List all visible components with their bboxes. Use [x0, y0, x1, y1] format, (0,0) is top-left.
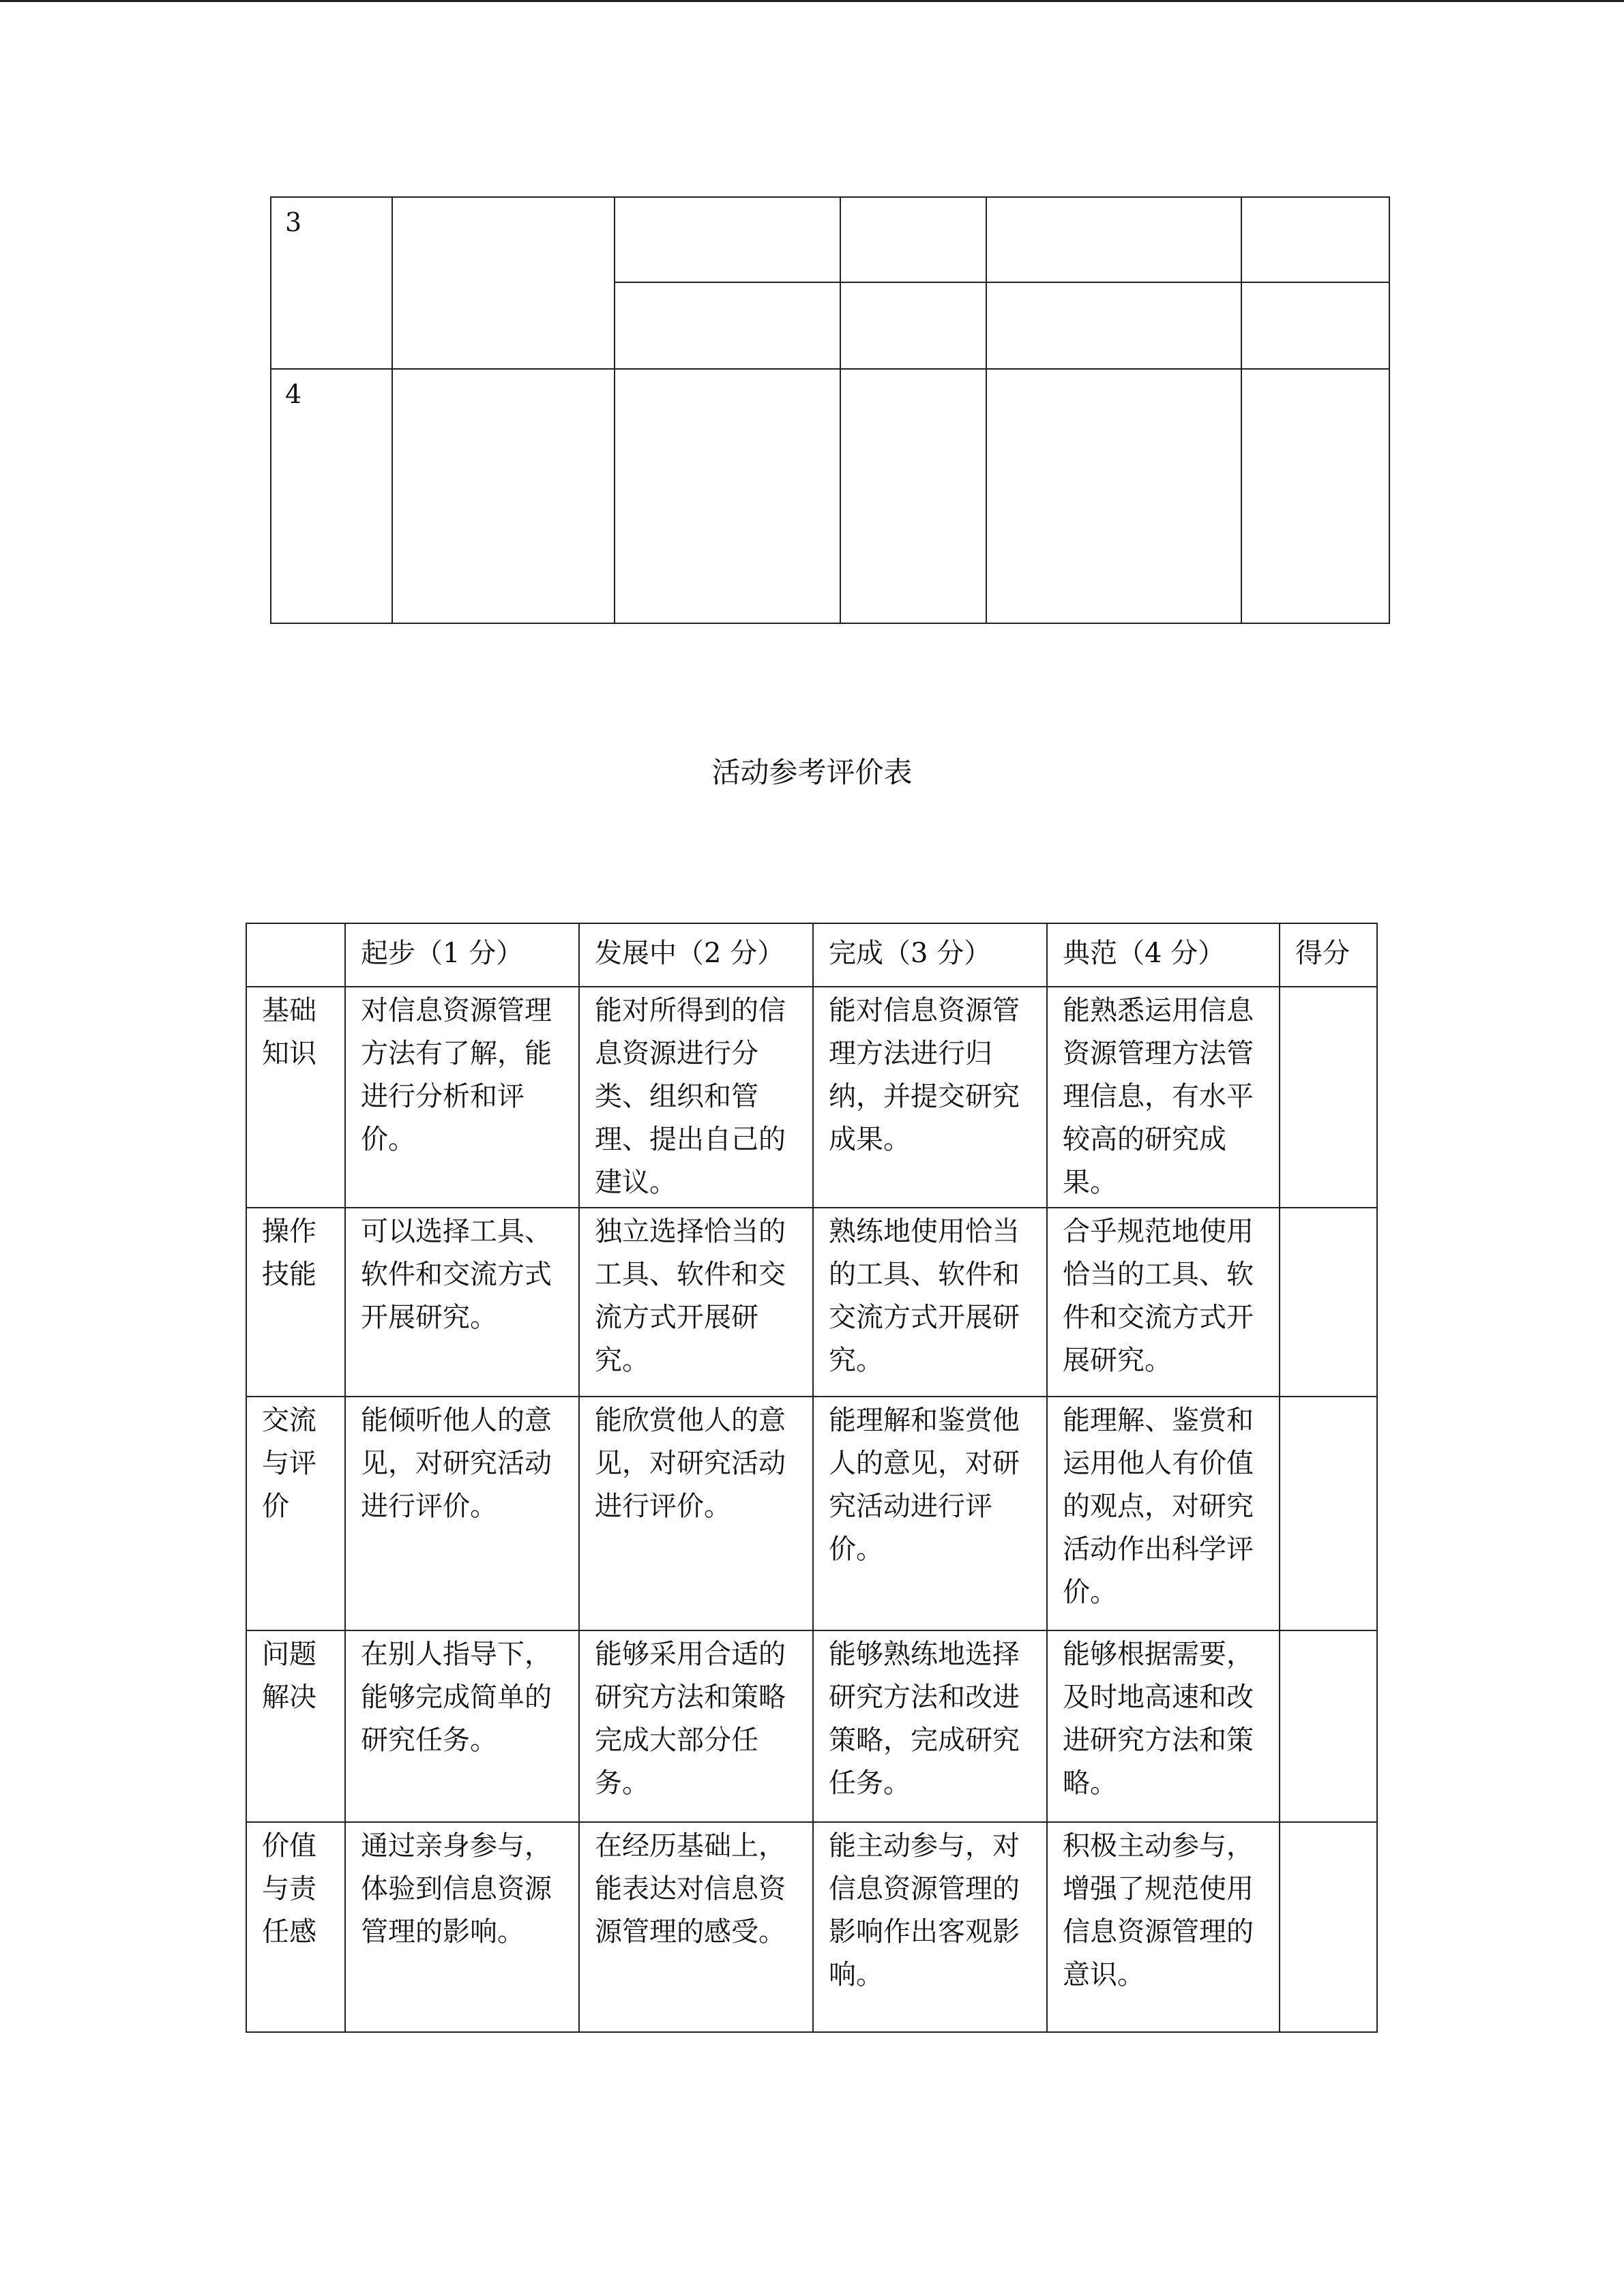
row-number: 4: [285, 379, 302, 409]
level1-cell: 对信息资源管理方法有了解，能进行分析和评价。: [345, 987, 579, 1208]
table-row: [271, 197, 1389, 282]
page-top-border: [0, 0, 1624, 2]
level1-cell: 可以选择工具、软件和交流方式开展研究。: [345, 1208, 579, 1397]
empty-cell: [1241, 197, 1389, 282]
continued-table: [270, 196, 1390, 624]
empty-cell: [986, 369, 1241, 623]
header-cell-blank: [246, 923, 345, 987]
empty-cell: [1241, 282, 1389, 369]
empty-cell: [1241, 369, 1389, 623]
table-row: [246, 1397, 1377, 1630]
dimension-cell: 问题解决: [246, 1630, 345, 1822]
header-cell-level4: 典范（4 分）: [1047, 923, 1280, 987]
level1-cell: 在别人指导下，能够完成简单的研究任务。: [345, 1630, 579, 1822]
table-row: [271, 369, 1389, 623]
level3-cell: 能主动参与，对信息资源管理的影响作出客观影响。: [813, 1822, 1047, 2032]
score-cell: [1280, 987, 1377, 1208]
row-number: 3: [285, 207, 302, 237]
level2-cell: 能欣赏他人的意见，对研究活动进行评价。: [579, 1397, 813, 1630]
empty-cell: [615, 197, 840, 282]
table-row: [246, 987, 1377, 1208]
level3-cell: 熟练地使用恰当的工具、软件和交流方式开展研究。: [813, 1208, 1047, 1397]
header-cell-level2: 发展中（2 分）: [579, 923, 813, 987]
level2-cell: 在经历基础上，能表达对信息资源管理的感受。: [579, 1822, 813, 2032]
level1-cell: 能倾听他人的意见，对研究活动进行评价。: [345, 1397, 579, 1630]
table-row: [246, 1630, 1377, 1822]
row-number-cell: [271, 369, 392, 623]
level2-cell: 能够采用合适的研究方法和策略完成大部分任务。: [579, 1630, 813, 1822]
page-title: 活动参考评价表: [711, 756, 913, 789]
row-number-cell: [271, 197, 392, 369]
level3-cell: 能够熟练地选择研究方法和改进策略，完成研究任务。: [813, 1630, 1047, 1822]
score-cell: [1280, 1822, 1377, 2032]
score-cell: [1280, 1208, 1377, 1397]
empty-cell: [840, 369, 986, 623]
table-row: [246, 1822, 1377, 2032]
level4-cell: 合乎规范地使用恰当的工具、软件和交流方式开展研究。: [1047, 1208, 1280, 1397]
header-cell-level1: 起步（1 分）: [345, 923, 579, 987]
score-cell: [1280, 1397, 1377, 1630]
level4-cell: 能理解、鉴赏和运用他人有价值的观点，对研究活动作出科学评价。: [1047, 1397, 1280, 1630]
level3-cell: 能理解和鉴赏他人的意见，对研究活动进行评价。: [813, 1397, 1047, 1630]
level2-cell: 能对所得到的信息资源进行分类、组织和管理、提出自己的建议。: [579, 987, 813, 1208]
empty-cell: [986, 282, 1241, 369]
level4-cell: 积极主动参与，增强了规范使用信息资源管理的意识。: [1047, 1822, 1280, 2032]
header-cell-score: 得分: [1280, 923, 1377, 987]
empty-cell: [392, 197, 615, 369]
dimension-cell: 交流与评价: [246, 1397, 345, 1630]
empty-cell: [840, 197, 986, 282]
dimension-cell: 基础知识: [246, 987, 345, 1208]
empty-cell: [392, 369, 615, 623]
evaluation-rubric-table: [246, 923, 1378, 2033]
empty-cell: [986, 197, 1241, 282]
empty-cell: [615, 282, 840, 369]
empty-cell: [840, 282, 986, 369]
level3-cell: 能对信息资源管理方法进行归纳，并提交研究成果。: [813, 987, 1047, 1208]
empty-cell: [615, 369, 840, 623]
score-cell: [1280, 1630, 1377, 1822]
header-row: [246, 923, 1377, 987]
header-cell-level3: 完成（3 分）: [813, 923, 1047, 987]
dimension-cell: 价值与责任感: [246, 1822, 345, 2032]
level4-cell: 能够根据需要，及时地高速和改进研究方法和策略。: [1047, 1630, 1280, 1822]
dimension-cell: 操作技能: [246, 1208, 345, 1397]
level1-cell: 通过亲身参与，体验到信息资源管理的影响。: [345, 1822, 579, 2032]
table-row: [246, 1208, 1377, 1397]
level4-cell: 能熟悉运用信息资源管理方法管理信息，有水平较高的研究成果。: [1047, 987, 1280, 1208]
level2-cell: 独立选择恰当的工具、软件和交流方式开展研究。: [579, 1208, 813, 1397]
